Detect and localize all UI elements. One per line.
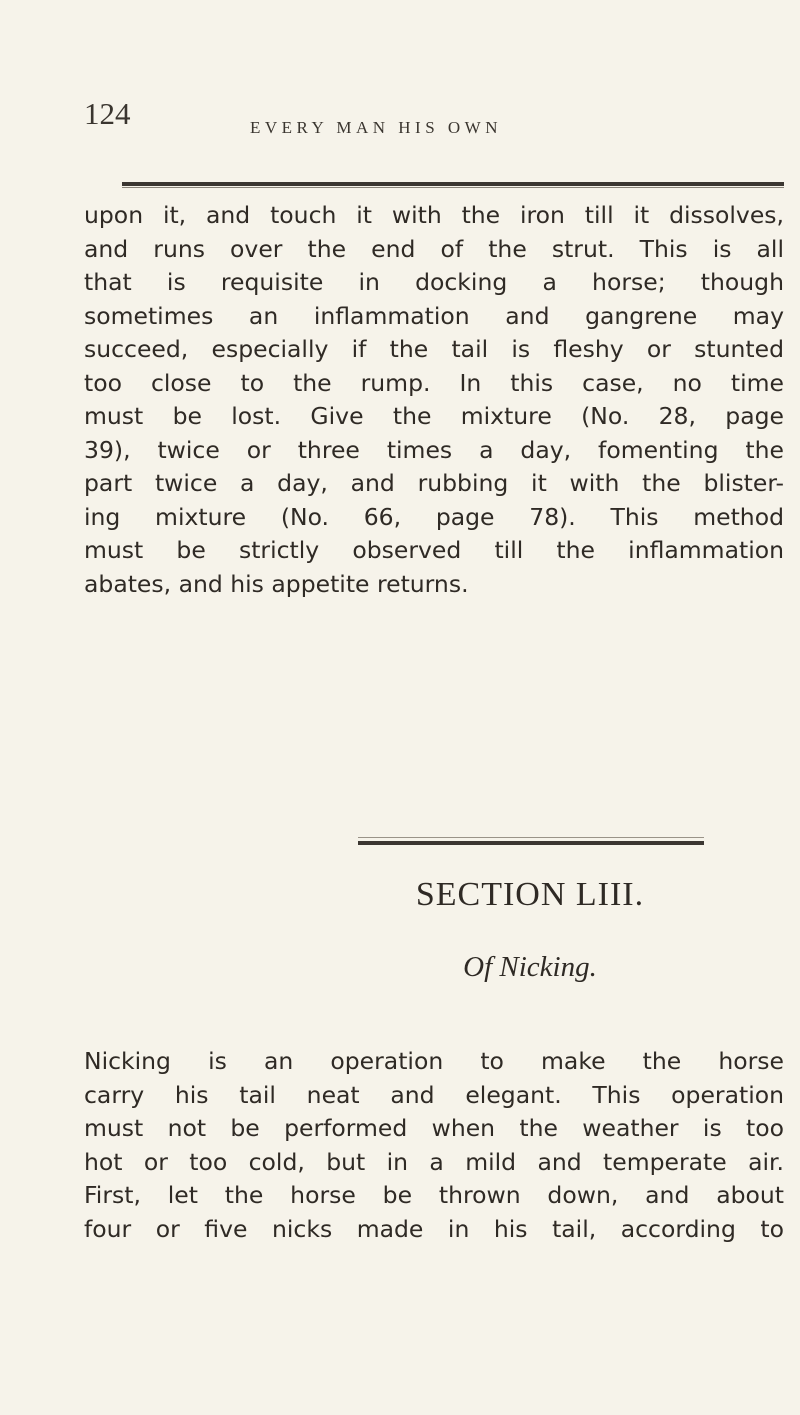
header-rule <box>122 182 784 186</box>
text-line: must be strictly observed till the inflammation <box>84 536 784 564</box>
text-line: carry his tail neat and elegant. This operation <box>84 1080 784 1109</box>
text-line: ing mixture (No. 66, page 78). This method <box>84 502 784 531</box>
section-rule <box>358 841 704 845</box>
page-number: 124 <box>84 96 131 131</box>
section-rule-thin <box>358 837 704 838</box>
text-line: part twice a day, and rubbing it with the blister- <box>84 469 784 497</box>
running-head: EVERY MAN HIS OWN <box>250 118 503 137</box>
text-line: must not be performed when the weather is too <box>84 1114 784 1142</box>
text-line: hot or too cold, but in a mild and temperate air. <box>84 1147 784 1176</box>
text-line: First, let the horse be thrown down, and about <box>84 1181 784 1209</box>
text-line: sometimes an inflammation and gangrene may <box>84 301 784 330</box>
section-subtitle: Of Nicking. <box>463 951 597 983</box>
text-line: that is requisite in docking a horse; though <box>84 268 784 296</box>
text-line: abates, and his appetite returns. <box>84 569 469 598</box>
text-line: and runs over the end of the strut. This is all <box>84 234 784 263</box>
text-line: must be lost. Give the mixture (No. 28, page <box>84 402 784 430</box>
text-line: 39), twice or three times a day, fomenting the <box>84 435 784 464</box>
header-rule-thin <box>122 187 784 188</box>
text-line: succeed, especially if the tail is fleshy or stunted <box>84 335 784 363</box>
text-line: too close to the rump. In this case, no time <box>84 368 784 397</box>
text-line: four or five nicks made in his tail, according to <box>84 1214 784 1243</box>
page-header <box>84 96 784 146</box>
text-line: Nicking is an operation to make the horse <box>84 1047 784 1075</box>
section-heading: SECTION LIII. <box>415 876 645 913</box>
text-line: upon it, and touch it with the iron till it dissolves, <box>84 201 784 229</box>
